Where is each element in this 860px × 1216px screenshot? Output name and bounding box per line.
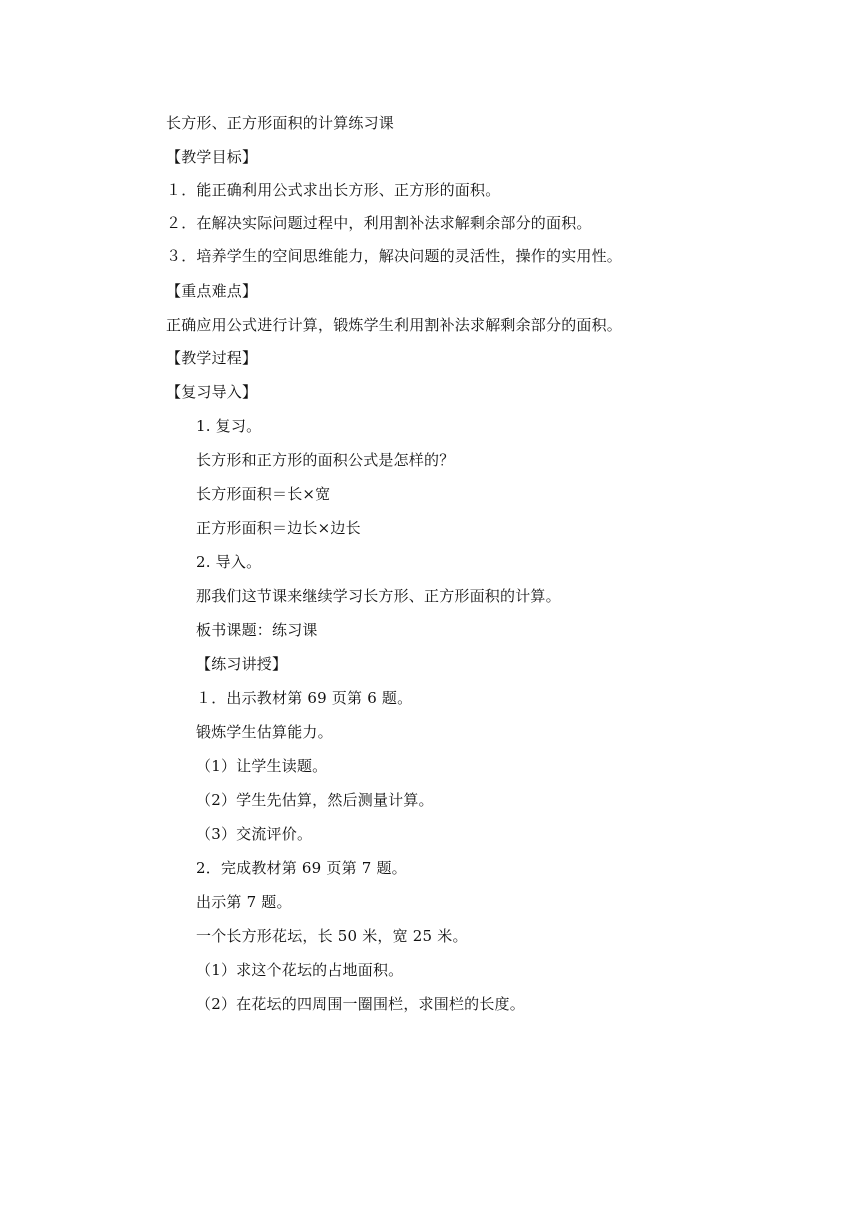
review-item-2: 2. 导入。 bbox=[196, 553, 262, 571]
review-question: 长方形和正方形的面积公式是怎样的？ bbox=[196, 451, 455, 469]
document-title: 长方形、正方形面积的计算练习课 bbox=[166, 114, 395, 132]
section-heading-process: 【教学过程】 bbox=[166, 349, 258, 367]
section-heading-key-points: 【重点难点】 bbox=[166, 282, 258, 300]
practice-item-1: １．出示教材第 69 页第 6 题。 bbox=[196, 689, 413, 707]
square-area-formula: 正方形面积＝边长×边长 bbox=[196, 519, 361, 537]
practice-step-1: （1）让学生读题。 bbox=[196, 757, 328, 775]
practice-item-2: 2．完成教材第 69 页第 7 题。 bbox=[196, 859, 407, 877]
objective-item-1: １．能正确利用公式求出长方形、正方形的面积。 bbox=[166, 181, 501, 199]
board-title-text: 板书课题：练习课 bbox=[196, 621, 318, 639]
practice-step-2: （2）学生先估算，然后测量计算。 bbox=[196, 791, 434, 809]
review-item-1: 1. 复习。 bbox=[196, 417, 262, 435]
rectangle-area-formula: 长方形面积＝长×宽 bbox=[196, 485, 331, 503]
practice-goal-text: 锻炼学生估算能力。 bbox=[196, 723, 333, 741]
section-heading-review: 【复习导入】 bbox=[166, 383, 258, 401]
section-heading-objectives: 【教学目标】 bbox=[166, 148, 258, 166]
key-points-text: 正确应用公式进行计算，锻炼学生利用割补法求解剩余部分的面积。 bbox=[166, 316, 623, 334]
section-heading-practice: 【练习讲授】 bbox=[196, 655, 288, 673]
show-question-text: 出示第 7 题。 bbox=[196, 893, 292, 911]
problem-part-1: （1）求这个花坛的占地面积。 bbox=[196, 961, 404, 979]
flowerbed-problem-text: 一个长方形花坛，长 50 米，宽 25 米。 bbox=[196, 927, 468, 945]
problem-part-2: （2）在花坛的四周围一圈围栏，求围栏的长度。 bbox=[196, 995, 525, 1013]
objective-item-2: ２．在解决实际问题过程中，利用割补法求解剩余部分的面积。 bbox=[166, 214, 592, 232]
objective-item-3: ３．培养学生的空间思维能力，解决问题的灵活性，操作的实用性。 bbox=[166, 247, 623, 265]
introduction-text: 那我们这节课来继续学习长方形、正方形面积的计算。 bbox=[196, 587, 561, 605]
practice-step-3: （3）交流评价。 bbox=[196, 825, 313, 843]
